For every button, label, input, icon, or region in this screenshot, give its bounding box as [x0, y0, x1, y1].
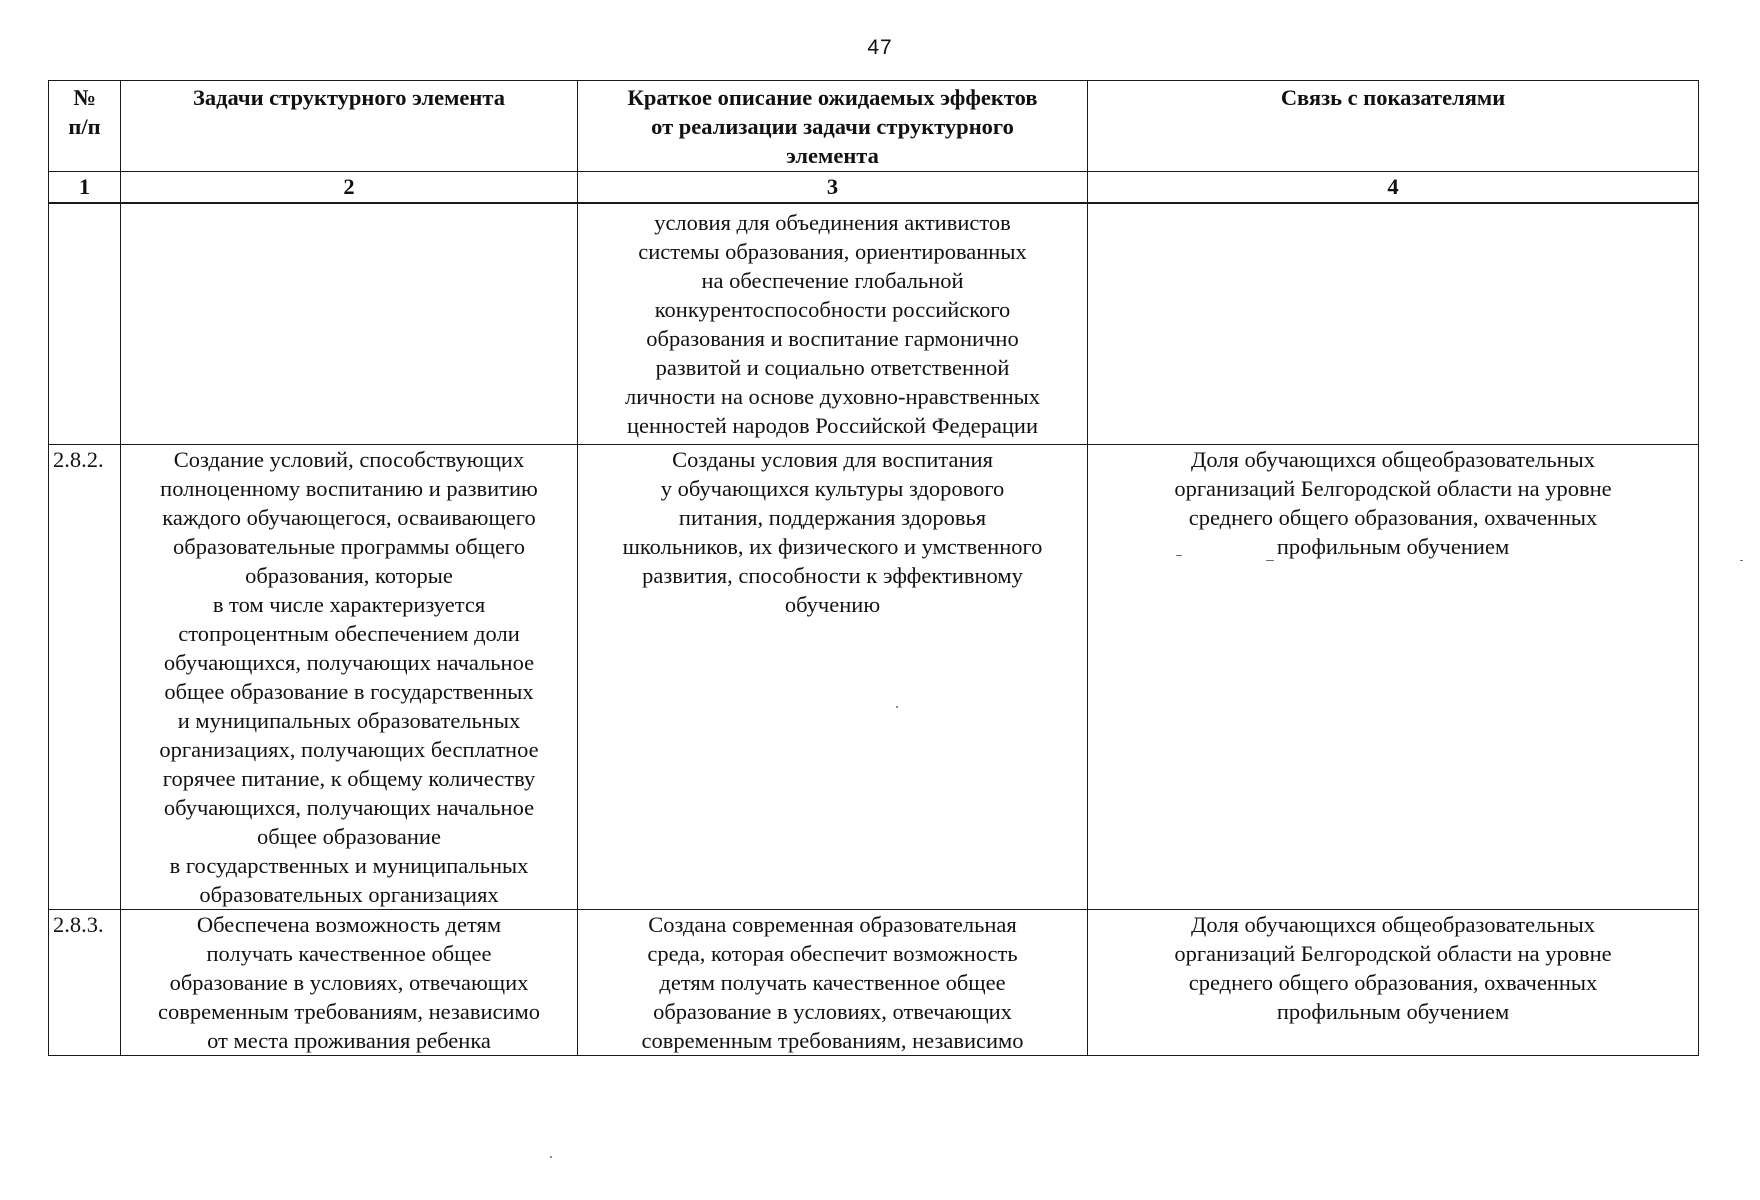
row-indicator	[1088, 910, 1699, 1056]
column-number-4: 4	[1088, 172, 1699, 204]
column-number-3: 3	[578, 172, 1088, 204]
header-task	[121, 81, 578, 172]
scan-speck	[1266, 560, 1274, 561]
header-effect	[578, 81, 1088, 172]
row-effect-text: Создана современная образовательная среда, которая обеспечит возможность детям получать качественное общее образование в условиях, отвечающих современным требованиям, независимо	[641, 912, 1024, 1053]
row-effect	[578, 910, 1088, 1056]
row-task-text: Обеспечена возможность детям получать качественное общее образование в условиях, отвечающих современным требованиям, независимо от места проживания ребенка	[157, 912, 541, 1053]
header-number-label: № п/п	[68, 85, 101, 139]
row-task	[121, 910, 578, 1056]
column-number-row	[49, 172, 1699, 204]
column-number-1: 1	[49, 172, 121, 204]
row-effect-text: условия для объединения активистов системы образования, ориентированных на обеспечение глобальной конкурентоспособности российского образования и воспитание гармонично развитой и социально ответственной личности на основе духовно-нравственных ценностей народов Российской Федерации	[624, 210, 1041, 438]
table-row	[49, 910, 1699, 1056]
scan-speck	[1176, 555, 1182, 556]
row-indicator-text: Доля обучающихся общеобразовательных организаций Белгородской области на уровне среднего общего образования, охваченных профильным обучением	[1174, 912, 1612, 1024]
row-effect-text: Созданы условия для воспитания у обучающихся культуры здорового питания, поддержания здоровья школьников, их физического и умственного развития, способности к эффективному обучению	[622, 447, 1043, 617]
scan-speck	[896, 706, 898, 708]
column-number-2: 2	[121, 172, 578, 204]
header-effect-label: Краткое описание ожидаемых эффектов от реализации задачи структурного элемента	[627, 85, 1038, 168]
scan-speck	[550, 1156, 552, 1158]
row-number	[49, 203, 121, 445]
row-task	[121, 203, 578, 445]
structural-element-table	[48, 80, 1699, 1056]
row-number: 2.8.2.	[49, 445, 121, 910]
row-effect	[578, 203, 1088, 445]
header-indicator	[1088, 81, 1699, 172]
row-indicator-text: Доля обучающихся общеобразовательных организаций Белгородской области на уровне среднего общего образования, охваченных профильным обучением	[1174, 447, 1612, 559]
page-number: 47	[867, 36, 893, 59]
header-task-label: Задачи структурного элемента	[193, 85, 505, 110]
row-task-text: Создание условий, способствующих полноценному воспитанию и развитию каждого обучающегося, осваивающего образовательные программы общего образования, которые в том числе характеризуется стопроцентным обеспечением доли обучающихся, получающих начальное общее образование в государственных и муниципальных образовательных организациях, получающих бесплатное горячее питание, к общему количеству обучающихся, получающих начальное общее образование в государственных и муниципальных образовательных организациях	[159, 447, 539, 907]
header-row	[49, 81, 1699, 172]
scan-speck	[1740, 560, 1743, 561]
table-row	[49, 203, 1699, 445]
row-number: 2.8.3.	[49, 910, 121, 1056]
row-task	[121, 445, 578, 910]
row-effect	[578, 445, 1088, 910]
header-indicator-label: Связь с показателями	[1280, 85, 1506, 110]
table-row	[49, 445, 1699, 910]
row-indicator	[1088, 203, 1699, 445]
header-number	[49, 81, 121, 172]
row-indicator	[1088, 445, 1699, 910]
